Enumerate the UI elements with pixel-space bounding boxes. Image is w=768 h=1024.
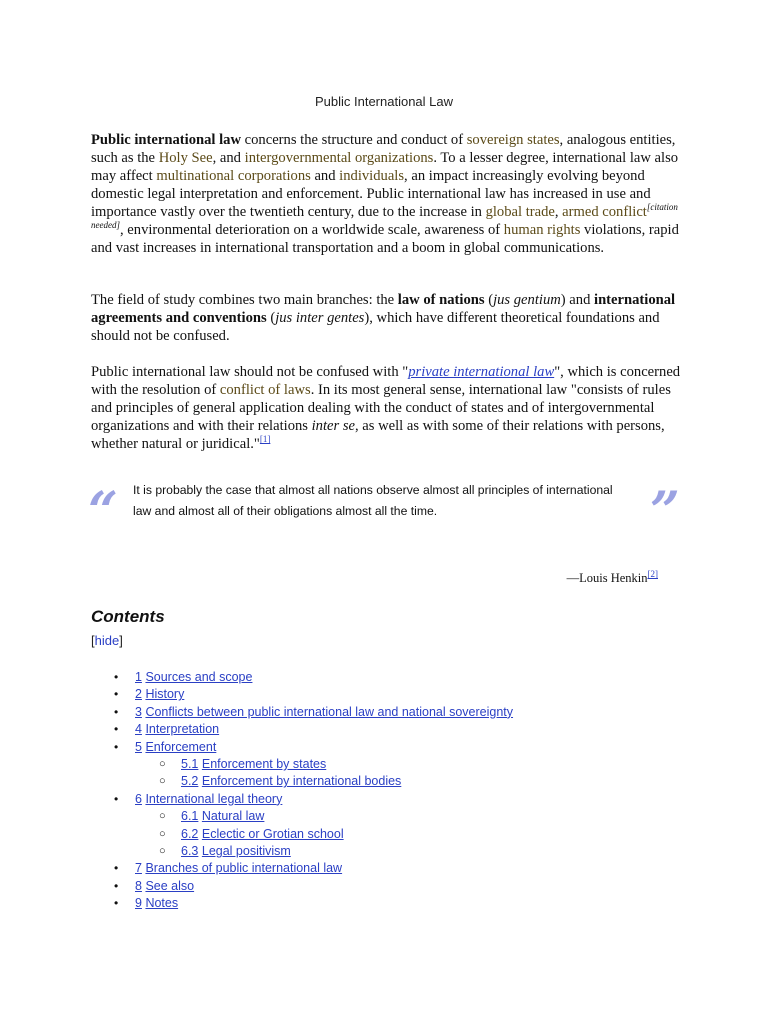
toc-number-link[interactable]: 5.2: [181, 774, 199, 789]
quote-text: It is probably the case that almost all nations observe almost all principles of international law and almost all of their obligations almost all the time.: [133, 483, 613, 518]
text: , environmental deterioration on a worldwide scale, awareness of: [120, 222, 504, 238]
text: ), which have different theoretical foundations and should not be confused.: [91, 310, 660, 344]
toc-item: [0, 773, 513, 790]
toc-label-link[interactable]: See also: [145, 878, 195, 893]
toc-number-link[interactable]: 5: [135, 739, 142, 754]
toc-label-link[interactable]: Enforcement: [145, 739, 217, 754]
term-international-agreements: international agreements and conventions: [91, 292, 676, 326]
toc-item: [0, 843, 513, 860]
toc-label-link[interactable]: Enforcement by international bodies: [201, 774, 402, 789]
toc-number-link[interactable]: 6.1: [181, 809, 199, 824]
toc-item: [0, 878, 513, 895]
toc-item: [0, 686, 513, 703]
circle-bullet-icon: ○: [159, 758, 166, 771]
toc-number-link[interactable]: 2: [135, 687, 142, 702]
toc-item: [0, 669, 513, 686]
toc-label-link[interactable]: History: [145, 687, 185, 702]
text: The field of study combines two main branches: the: [91, 292, 398, 308]
bullet-icon: •: [114, 704, 119, 719]
reference-1[interactable]: [1]: [259, 434, 271, 445]
branches-paragraph: [91, 291, 681, 345]
circle-bullet-icon: ○: [159, 845, 166, 858]
text: and: [310, 168, 340, 184]
hide-toggle[interactable]: [91, 633, 123, 648]
toc-item: [0, 860, 513, 877]
toc-label-link[interactable]: Conflicts between public international law and national sovereignty: [145, 704, 514, 719]
toc-item: [0, 826, 513, 843]
toc-number-link[interactable]: 6: [135, 791, 142, 806]
reference-2[interactable]: [2]: [647, 568, 658, 579]
text: (: [484, 292, 494, 308]
link-sovereign-states[interactable]: sovereign states: [466, 132, 560, 148]
bracket: ]: [119, 633, 123, 648]
toc-label-link[interactable]: Eclectic or Grotian school: [201, 826, 344, 841]
link-holy-see[interactable]: Holy See: [158, 150, 213, 166]
circle-bullet-icon: ○: [159, 827, 166, 840]
text: ", which is concerned with the resolution of: [91, 364, 681, 398]
circle-bullet-icon: ○: [159, 810, 166, 823]
attribution-text: —Louis Henkin: [566, 571, 648, 585]
toc-number-link[interactable]: 6.2: [181, 826, 199, 841]
toc-number-link[interactable]: 6.3: [181, 844, 199, 859]
quote-attribution: [566, 568, 658, 586]
term-inter-se: inter se: [311, 418, 355, 434]
toc-label-link[interactable]: Interpretation: [145, 722, 220, 737]
table-of-contents: [0, 669, 513, 913]
term-public-international-law: Public international law: [91, 132, 241, 148]
toc-item: [0, 791, 513, 808]
toc-number-link[interactable]: 5.1: [181, 757, 199, 772]
toc-label-link[interactable]: Natural law: [201, 809, 265, 824]
bullet-icon: •: [114, 878, 119, 893]
bullet-icon: •: [114, 861, 119, 876]
text: , an impact increasingly evolving beyond domestic legal interpretation and enforcement. Public international law has increased in use and importance vastly over the twentieth century, due to the increase in: [91, 168, 651, 220]
open-quote-icon: “: [88, 481, 118, 542]
toc-label-link[interactable]: Enforcement by states: [201, 757, 327, 772]
link-human-rights[interactable]: human rights: [503, 222, 581, 238]
toc-item: [0, 739, 513, 756]
term-jus-gentium: jus gentium: [493, 292, 561, 308]
term-jus-inter-gentes: jus inter gentes: [275, 310, 365, 326]
toc-item: [0, 808, 513, 825]
toc-label-link[interactable]: Notes: [145, 896, 179, 911]
text: , and: [212, 150, 245, 166]
toc-item: [0, 756, 513, 773]
text: concerns the structure and conduct of: [241, 132, 467, 148]
hide-link[interactable]: hide: [94, 633, 120, 648]
circle-bullet-icon: ○: [159, 775, 166, 788]
link-intergovernmental-organizations[interactable]: intergovernmental organizations: [244, 150, 434, 166]
link-individuals[interactable]: individuals: [339, 168, 405, 184]
text: ,: [554, 204, 563, 220]
bullet-icon: •: [114, 791, 119, 806]
link-private-international-law[interactable]: private international law: [408, 364, 555, 380]
text: . In its most general sense, international law "consists of rules and principles of general application dealing with the conduct of states and of intergovernmental organizations and with their relations: [91, 382, 671, 434]
toc-label-link[interactable]: Sources and scope: [145, 670, 253, 684]
toc-number-link[interactable]: 9: [135, 896, 142, 911]
toc-label-link[interactable]: Legal positivism: [201, 844, 291, 859]
link-multinational-corporations[interactable]: multinational corporations: [156, 168, 311, 184]
text: , as well as with some of their relations with persons, whether natural or juridical.": [91, 418, 665, 452]
text: . To a lesser degree, international law also may affect: [91, 150, 679, 184]
toc-number-link[interactable]: 7: [135, 861, 142, 876]
toc-number-link[interactable]: 8: [135, 878, 142, 893]
toc-label-link[interactable]: International legal theory: [145, 791, 283, 806]
close-quote-icon: ”: [650, 481, 680, 542]
toc-item: [0, 895, 513, 912]
bullet-icon: •: [114, 670, 119, 684]
text: Public international law should not be confused with ": [91, 364, 409, 380]
link-global-trade[interactable]: global trade: [485, 204, 555, 220]
definition-paragraph: [91, 363, 681, 453]
bullet-icon: •: [114, 687, 119, 702]
toc-number-link[interactable]: 3: [135, 704, 142, 719]
toc-item: [0, 721, 513, 738]
bullet-icon: •: [114, 896, 119, 911]
page-title: Public International Law: [314, 94, 454, 109]
link-conflict-of-laws[interactable]: conflict of laws: [219, 382, 311, 398]
bracket: [: [91, 633, 95, 648]
contents-heading: Contents: [91, 607, 165, 626]
bullet-icon: •: [114, 739, 119, 754]
text: , analogous entities, such as the: [91, 132, 676, 166]
text: (: [266, 310, 276, 326]
toc-number-link[interactable]: 1: [135, 670, 142, 684]
toc-item: [0, 704, 513, 721]
text: violations, rapid and vast increases in international transportation and a boom in global communications.: [91, 222, 679, 256]
term-law-of-nations: law of nations: [397, 292, 485, 308]
intro-paragraph: [91, 131, 681, 257]
toc-number-link[interactable]: 4: [135, 722, 142, 737]
text: ) and: [560, 292, 595, 308]
bullet-icon: •: [114, 722, 119, 737]
link-armed-conflict[interactable]: armed conflict: [562, 204, 647, 220]
citation-needed[interactable]: [citation needed]: [91, 202, 678, 231]
toc-label-link[interactable]: Branches of public international law: [145, 861, 343, 876]
